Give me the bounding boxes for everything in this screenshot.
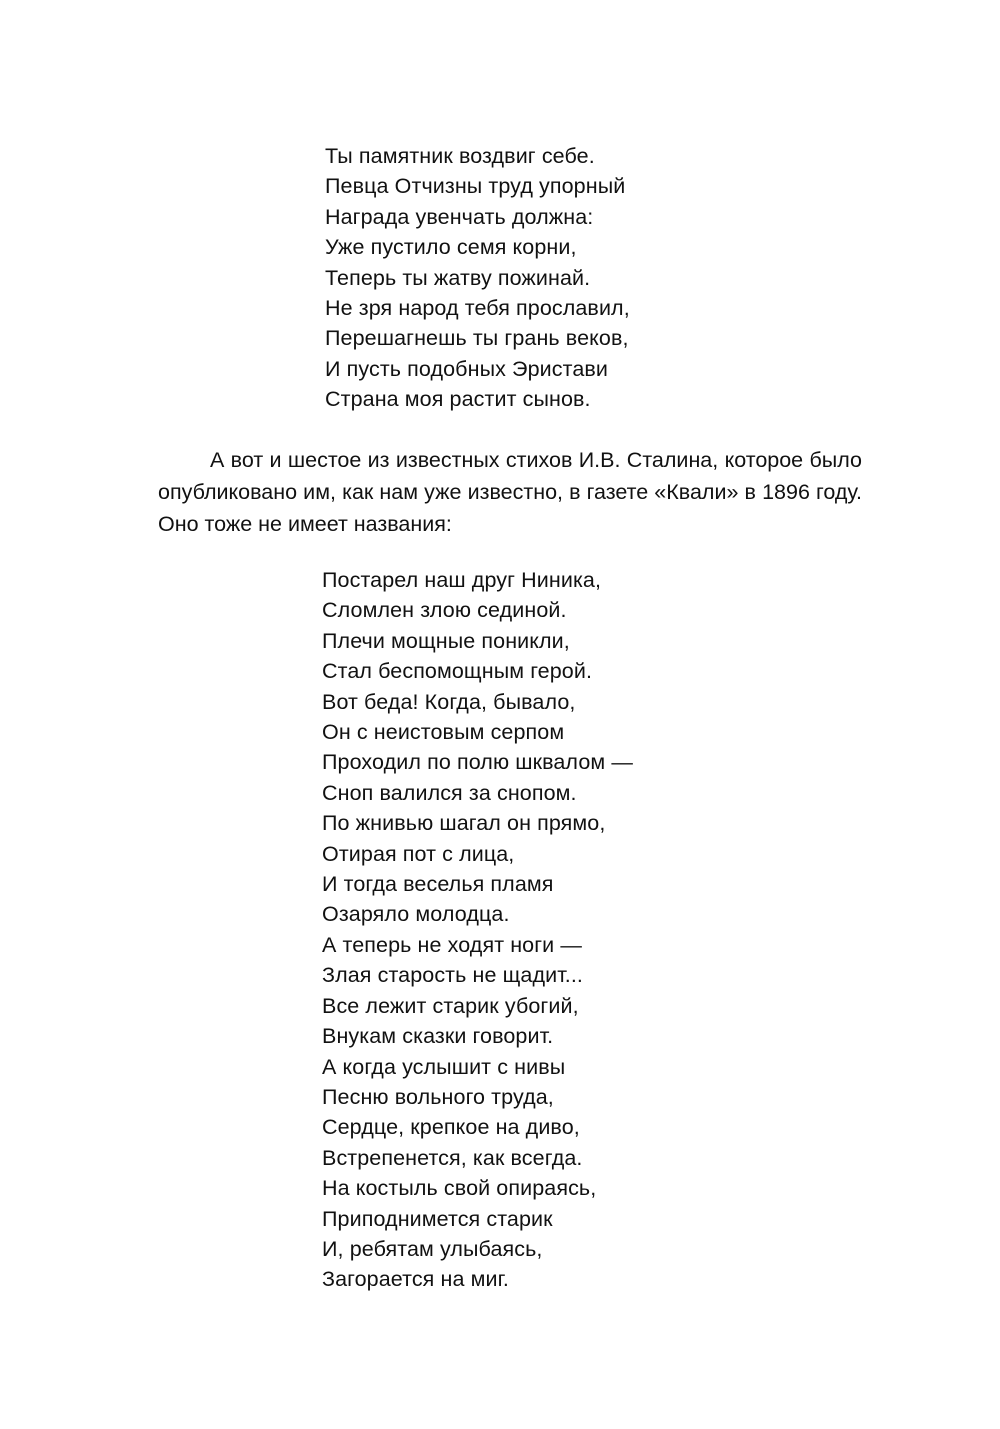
poem-line: Сноп валился за снопом.: [322, 780, 577, 805]
poem-line: Внукам сказки говорит.: [322, 1024, 554, 1049]
poem-line: Стал беспомощным герой.: [322, 659, 593, 684]
poem-stanza-1: [325, 141, 630, 415]
poem-line: И тогда веселья пламя: [322, 872, 554, 897]
poem-line: Все лежит старик убогий,: [322, 993, 579, 1018]
poem-stanza-2: [322, 565, 633, 1295]
poem-line: Уже пустило семя корни,: [325, 235, 577, 260]
poem-line: Сердце, крепкое на диво,: [322, 1115, 580, 1140]
poem-line: Встрепенется, как всегда.: [322, 1145, 583, 1170]
poem-line: Отирая пот с лица,: [322, 841, 515, 866]
poem-line: Страна моя растит сынов.: [325, 387, 591, 412]
poem-line: А когда услышит с нивы: [322, 1054, 566, 1079]
poem-line: Злая старость не щадит...: [322, 963, 583, 988]
body-paragraph: А вот и шестое из известных стихов И.В. Сталина, которое было опубликовано им, как нам уже известно, в газете «Квали» в 1896 году. Оно тоже не имеет названия:: [158, 448, 862, 536]
poem-line: Ты памятник воздвиг себе.: [325, 144, 595, 168]
poem-line: По жнивью шагал он прямо,: [322, 811, 606, 836]
poem-line: Награда увенчать должна:: [325, 204, 594, 229]
poem-line: Проходил по полю шквалом —: [322, 750, 633, 775]
poem-line: Плечи мощные поникли,: [322, 628, 570, 653]
poem-line: Перешагнешь ты грань веков,: [325, 326, 629, 351]
poem-line: Постарел наш друг Ниника,: [322, 568, 602, 592]
poem-line: Сломлен злою сединой.: [322, 598, 567, 623]
poem-line: Не зря народ тебя прославил,: [325, 296, 630, 321]
poem-line: Вот беда! Когда, бывало,: [322, 689, 576, 714]
poem-line: И, ребятам улыбаясь,: [322, 1236, 543, 1261]
poem-line: Теперь ты жатву пожинай.: [325, 265, 591, 290]
poem-line: Он с неистовым серпом: [322, 720, 565, 745]
poem-line: Песню вольного труда,: [322, 1084, 554, 1109]
poem-line: Приподнимется старик: [322, 1206, 553, 1231]
poem-line: А теперь не ходят ноги —: [322, 932, 582, 957]
poem-line: На костыль свой опираясь,: [322, 1176, 597, 1201]
poem-line: И пусть подобных Эристави: [325, 356, 609, 381]
poem-line: Певца Отчизны труд упорный: [325, 174, 626, 199]
poem-line: Загорается на миг.: [322, 1267, 509, 1292]
poem-line: Озаряло молодца.: [322, 902, 510, 927]
